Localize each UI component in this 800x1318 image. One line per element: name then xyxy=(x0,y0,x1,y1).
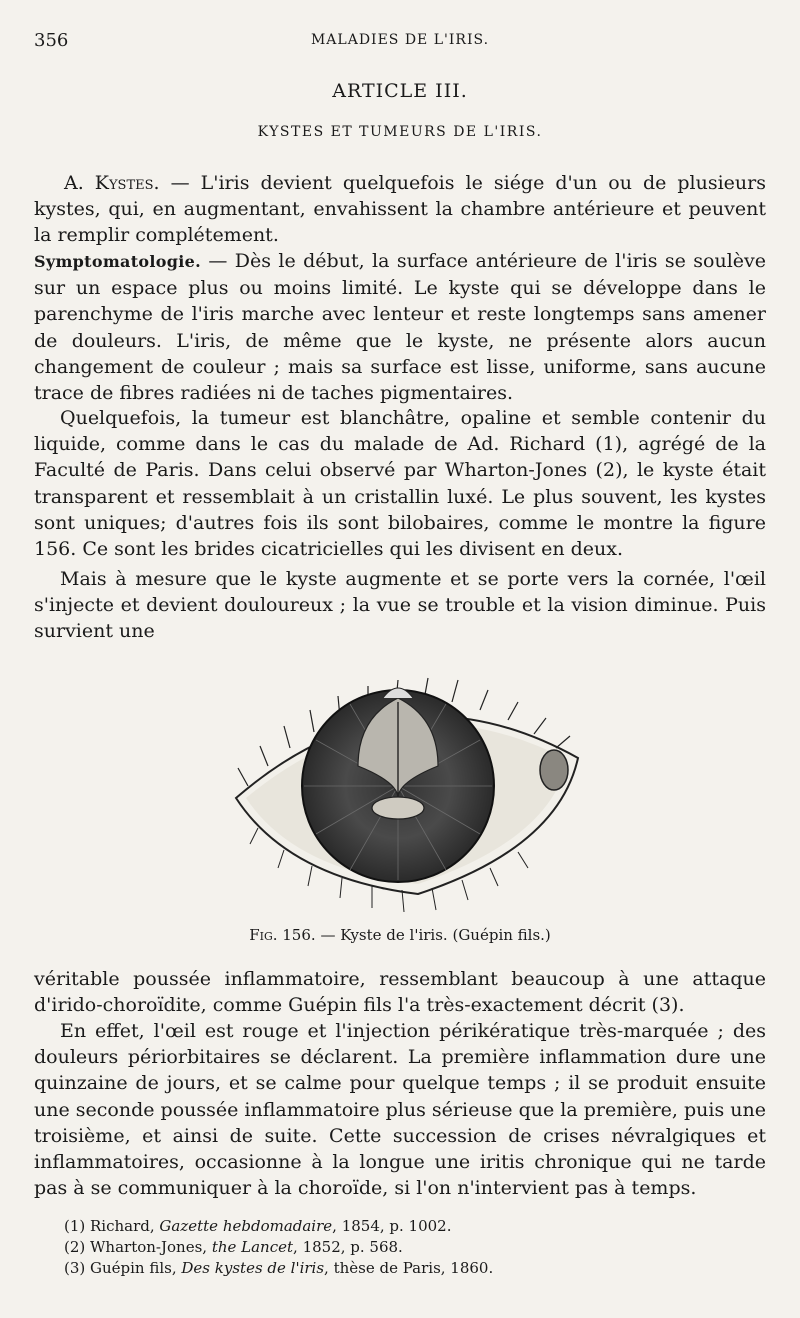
paragraph-kystes xyxy=(34,170,766,249)
paragraph-text: Quelquefois, la tumeur est blanchâtre, opaline et semble contenir du liquide, comme dans le cas du malade de Ad. Richard (1), agrégé de la Faculté de Paris. Dans celui observé par Wharton-Jones (2), le kyste était transparent et ressemblait à un cristallin luxé. Le plus souvent, les kystes sont uniques; d'autres fois ils sont bilobaires, comme le montre la figure 156. Ce sont les brides cicatricielles qui les divisent en deux. xyxy=(34,407,766,561)
paragraph-mais xyxy=(34,566,766,645)
footnote-rest: , 1852, p. 568. xyxy=(293,1238,403,1256)
footnote-rest: , thèse de Paris, 1860. xyxy=(324,1259,494,1277)
footnote-work: the Lancet xyxy=(211,1238,294,1256)
footnote-2 xyxy=(64,1237,764,1258)
footnote-author: Wharton-Jones, xyxy=(90,1238,212,1256)
footnote-author: Richard, xyxy=(90,1217,160,1235)
footnotes xyxy=(64,1216,764,1279)
paragraph-veritable xyxy=(34,966,766,1018)
footnote-work: Gazette hebdomadaire xyxy=(159,1217,333,1235)
section-heading: KYSTES ET TUMEURS DE L'IRIS. xyxy=(257,124,543,140)
figure-caption xyxy=(0,926,800,944)
page-number: 356 xyxy=(34,30,69,51)
figure-caption-text: — Kyste de l'iris. (Guépin fils.) xyxy=(315,926,551,944)
paragraph-text: — L'iris devient quelquefois le siége d'un ou de plusieurs kystes, qui, en augmentant, envahissent la chambre antérieure et peuvent la remplir complétement. xyxy=(34,172,766,247)
paragraph-lead: Symptomatologie. xyxy=(34,252,201,271)
caruncle xyxy=(540,750,568,790)
running-head xyxy=(34,30,766,54)
paragraph-text: Mais à mesure que le kyste augmente et se porte vers la cornée, l'œil s'injecte et devient douloureux ; la vue se trouble et la vision diminue. Puis survient une xyxy=(34,568,766,643)
paragraph-text: — Dès le début, la surface antérieure de l'iris se soulève sur un espace plus ou moins limité. Le kyste qui se développe dans le parenchyme de l'iris marche avec lenteur et reste longtemps sans amener de douleurs. L'iris, de même que le kyste, ne présente alors aucun changement de couleur ; mais sa surface est lisse, uniforme, sans aucune trace de fibres radiées ni de taches pigmentaires. xyxy=(34,250,766,405)
paragraph-text: véritable poussée inflammatoire, ressemblant beaucoup à une attaque d'irido-choroïdite, comme Guépin fils l'a très-exactement décrit (3). xyxy=(34,968,766,1017)
footnote-marker: (1) xyxy=(64,1217,91,1235)
pupil xyxy=(372,797,424,819)
paragraph-en-effet xyxy=(34,1018,766,1201)
eye-engraving xyxy=(228,658,598,916)
footnote-1 xyxy=(64,1216,764,1237)
paragraph-text: En effet, l'œil est rouge et l'injection périkératique très-marquée ; des douleurs périorbitaires se déclarent. La première inflammation dure une quinzaine de jours, et se calme pour quelque temps ; il se produit ensuite une seconde poussée inflammatoire plus sérieuse que la première, puis une troisième, et ainsi de suite. Cette succession de crises névralgiques et inflammatoires, occasionne à la longue une iritis chronique qui ne tarde pas à se communiquer à la choroïde, si l'on n'intervient pas à temps. xyxy=(34,1020,766,1200)
footnote-marker: (3) xyxy=(64,1259,91,1277)
footnote-author: Guépin fils, xyxy=(90,1259,182,1277)
paragraph-symptomatologie xyxy=(34,248,766,406)
footnote-marker: (2) xyxy=(64,1238,91,1256)
article-heading: ARTICLE III. xyxy=(332,80,468,102)
figure-label: Fig. 156. xyxy=(249,926,316,944)
paragraph-quelquefois xyxy=(34,405,766,562)
running-title: MALADIES DE L'IRIS. xyxy=(310,32,490,48)
footnote-rest: , 1854, p. 1002. xyxy=(332,1217,452,1235)
paragraph-lead: A. Kystes. xyxy=(64,172,160,194)
footnote-3 xyxy=(64,1258,764,1279)
footnote-work: Des kystes de l'iris xyxy=(181,1259,325,1277)
figure-eye-illustration xyxy=(228,658,598,916)
